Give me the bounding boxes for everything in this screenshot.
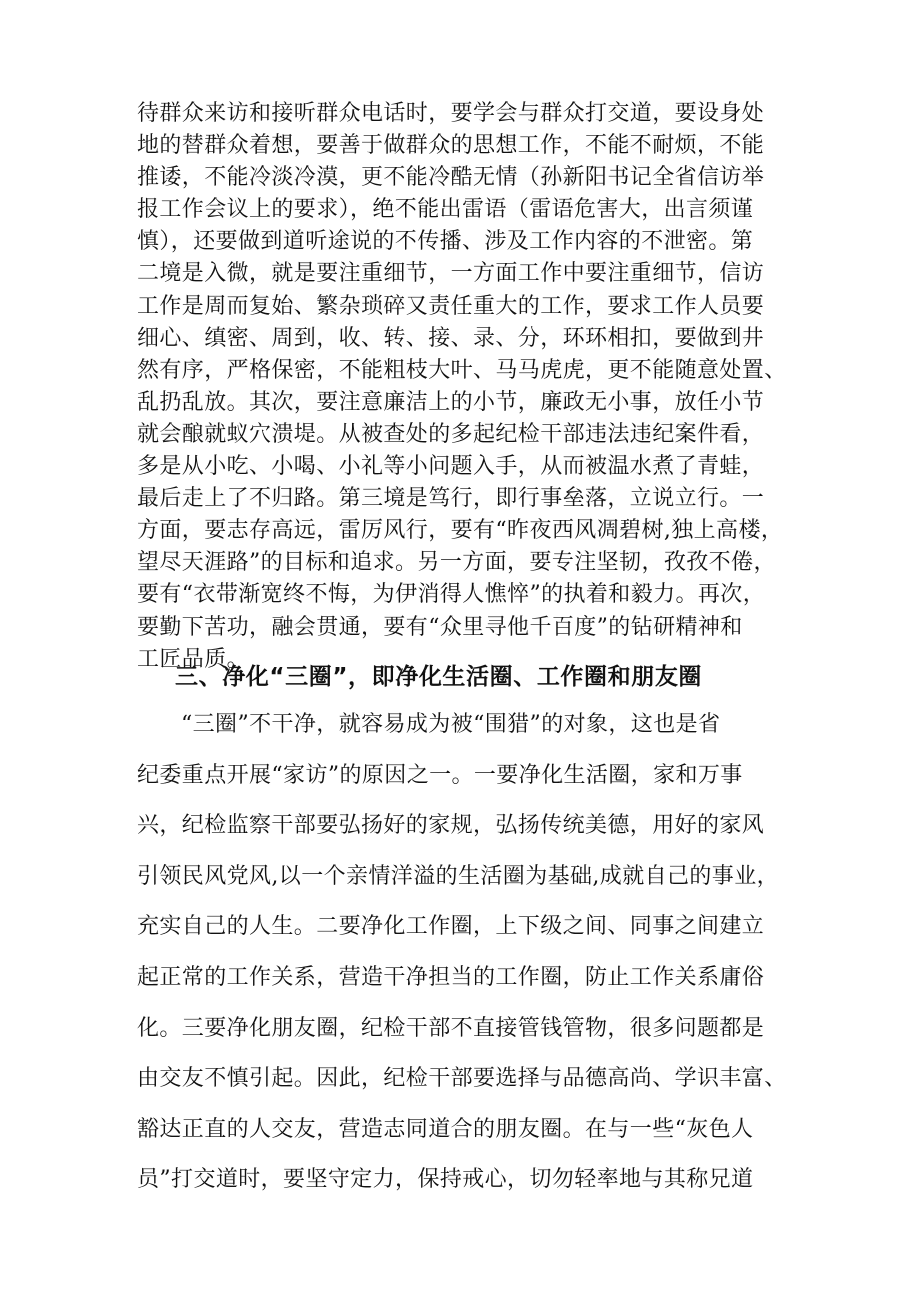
- text-line: 化。三要净化朋友圈，纪检干部不直接管钱管物，很多问题都是: [137, 1015, 765, 1041]
- section-heading: 三、净化“三圈”，即净化生活圈、工作圈和朋友圈: [175, 664, 703, 690]
- text-line: 豁达正直的人交友，营造志同道合的朋友圈。在与一些“灰色人: [137, 1116, 754, 1142]
- text-line: 报工作会议上的要求），绝不能出雷语（雷语危害大，出言须谨: [137, 197, 754, 223]
- text-line: 待群众来访和接听群众电话时，要学会与群众打交道，要设身处: [137, 101, 765, 126]
- text-line: 员”打交道时，要坚守定力，保持戒心，切勿轻率地与其称兄道: [137, 1167, 754, 1193]
- text-line: 多是从小吃、小喝、小礼等小问题入手，从而被温水煮了青蛙，: [137, 454, 765, 480]
- text-line: 然有序，严格保密，不能粗枝大叶、马马虎虎，更不能随意处置、: [137, 357, 787, 383]
- text-line: 最后走上了不归路。第三境是笃行，即行事垒落，立说立行。一: [137, 486, 765, 512]
- text-line: 工匠品质。: [137, 646, 250, 672]
- text-line: 工作是周而复始、繁杂琐碎又责任重大的工作，要求工作人员要: [137, 293, 765, 319]
- text-line: 推诿，不能冷淡冷漠，更不能冷酷无情（孙新阳书记全省信访举: [137, 165, 765, 191]
- text-line: 要勤下苦功，融会贯通，要有“众里寻他千百度”的钻研精神和: [137, 614, 743, 640]
- text-line: 纪委重点开展“家访”的原因之一。一要净化生活圈，家和万事: [137, 762, 743, 788]
- text-line: 就会酿就蚁穴溃堤。从被查处的多起纪检干部违法违纪案件看，: [137, 421, 765, 447]
- text-line: 慎），还要做到道听途说的不传播、涉及工作内容的不泄密。第: [137, 229, 754, 255]
- text-line: 起正常的工作关系，营造干净担当的工作圈，防止工作关系庸俗: [137, 964, 765, 990]
- body-paragraph-2: [137, 700, 802, 1206]
- text-line: 细心、缜密、周到，收、转、接、录、分，环环相扣，要做到井: [137, 325, 765, 351]
- text-line: 引领民风党风,以一个亲情洋溢的生活圈为基础,成就自己的事业，: [137, 863, 779, 889]
- text-line: “三圈”不干净，就容易成为被“围猎”的对象，这也是省: [181, 712, 721, 737]
- text-line: 兴，纪检监察干部要弘扬好的家规，弘扬传统美德，用好的家风: [137, 813, 765, 839]
- text-line: 二境是入微，就是要注重细节，一方面工作中要注重细节，信访: [137, 261, 765, 287]
- text-line: 要有“衣带渐宽终不悔，为伊消得人憔悴”的执着和毅力。再次，: [137, 582, 766, 608]
- text-line: 望尽天涯路”的目标和追求。另一方面，要专注坚韧，孜孜不倦，: [137, 550, 776, 576]
- text-line: 充实自己的人生。二要净化工作圈，上下级之间、同事之间建立: [137, 914, 765, 940]
- text-line: 乱扔乱放。其次，要注意廉洁上的小节，廉政无小事，放任小节: [137, 389, 765, 415]
- text-line: 方面，要志存高远，雷厉风行，要有“昨夜西风凋碧树,独上高楼，: [137, 518, 784, 544]
- text-line: 地的替群众着想，要善于做群众的思想工作，不能不耐烦，不能: [137, 133, 765, 159]
- text-line: 由交友不慎引起。因此，纪检干部要选择与品德高尚、学识丰富、: [137, 1066, 787, 1092]
- body-paragraph-1: [137, 98, 802, 676]
